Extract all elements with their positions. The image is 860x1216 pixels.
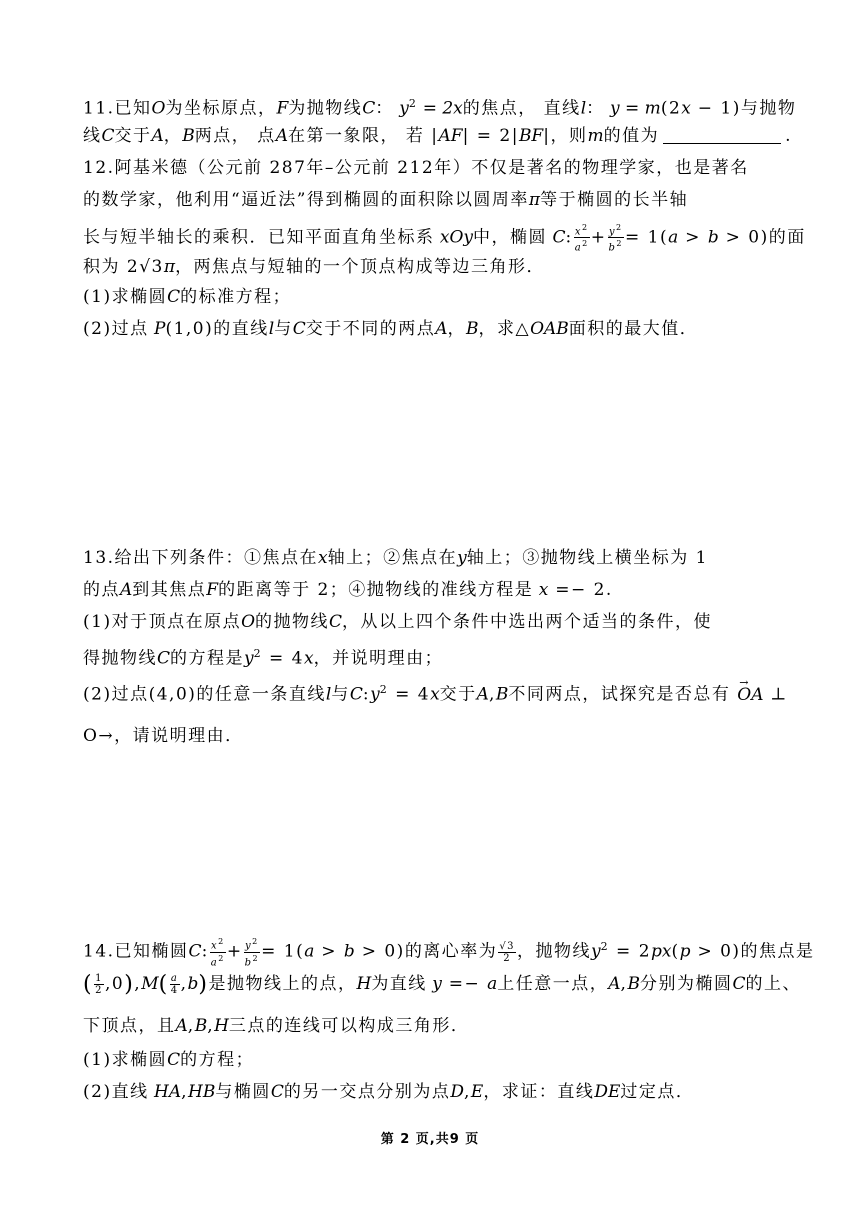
- q14-part-2: (2)直线 HA,HB与椭圆C的另一交点分别为点D,E，求证：直线DE过定点．: [83, 1082, 695, 1102]
- q14-line-1: 14.已知椭圆C: $\frac{x^2}{a^2}$ + $\frac{y^2}{b^2}$ = 1(a > b > 0)的离心率为 $\frac{√3}{2}$ ，抛物线$y^2 = 2px(p > 0)$的焦点是: [83, 937, 815, 968]
- q13-part-1-line-2: 得抛物线C的方程是$y^2 = 4x$，并说明理由；: [83, 647, 444, 669]
- q14-part-1: (1)求椭圆C的方程；: [83, 1050, 255, 1070]
- q12-line-1: 12.阿基米德（公元前 287年–公元前 212年）不仅是著名的物理学家，也是著名: [83, 158, 749, 178]
- q12-line-2: 的数学家，他利用“逼近法”得到椭圆的面积除以圆周率π等于椭圆的长半轴: [83, 190, 689, 210]
- q13-part-1-line-1: (1)对于顶点在原点O的抛物线C，从以上四个条件中选出两个适当的条件，使: [83, 612, 713, 632]
- q14-line-2: ( $\frac{1}{2}$ ,0),M( $\frac{a}{4}$ ,b)是抛物线上的点，H为直线 y =− a上任意一点，A,B分别为椭圆C的上、: [83, 972, 801, 997]
- q11-line-2: 线C交于A，B两点， 点A在第一象限， 若 |AF| = 2|BF|，则m的值为 .: [83, 126, 792, 146]
- q13-part-2-line-2: O→，请说明理由．: [83, 726, 244, 746]
- q13-part-2-line-1: (2)过点(4,0)的任意一条直线l与$C:y^2 = 4x$交于A,B不同两点，试探究是否总有 → OA ⊥: [83, 678, 783, 707]
- answer-blank: [663, 125, 781, 144]
- q12-part-2: (2)过点 P(1,0)的直线l与C交于不同的两点A，B，求△OAB面积的最大值．: [83, 319, 699, 339]
- q14-line-3: 下顶点，且A,B,H三点的连线可以构成三角形．: [83, 1016, 470, 1036]
- q11-line-1: 11.已知O为坐标原点，F为抛物线C： $y^2 = 2x$的焦点， 直线l： y = m(2x − 1)与抛物: [83, 97, 797, 119]
- q12-part-1: (1)求椭圆C的标准方程；: [83, 287, 292, 307]
- q13-line-2: 的点A到其焦点F的距离等于 2；④抛物线的准线方程是 x =− 2.: [83, 580, 613, 600]
- q13-line-1: 13.给出下列条件：①焦点在x轴上；②焦点在y轴上；③抛物线上横坐标为 1: [83, 548, 708, 568]
- q12-line-3: 长与短半轴长的乘积．已知平面直角坐标系 xOy中，椭圆 C: $\frac{x^2}{a^2}$ + $\frac{y^2}{b^2}$ = 1(a > b > 0)的面: [83, 223, 806, 254]
- q12-line-4: 积为 2√3π，两焦点与短轴的一个顶点构成等边三角形．: [83, 257, 546, 277]
- page-footer: 第 2 页,共9 页: [380, 1132, 480, 1147]
